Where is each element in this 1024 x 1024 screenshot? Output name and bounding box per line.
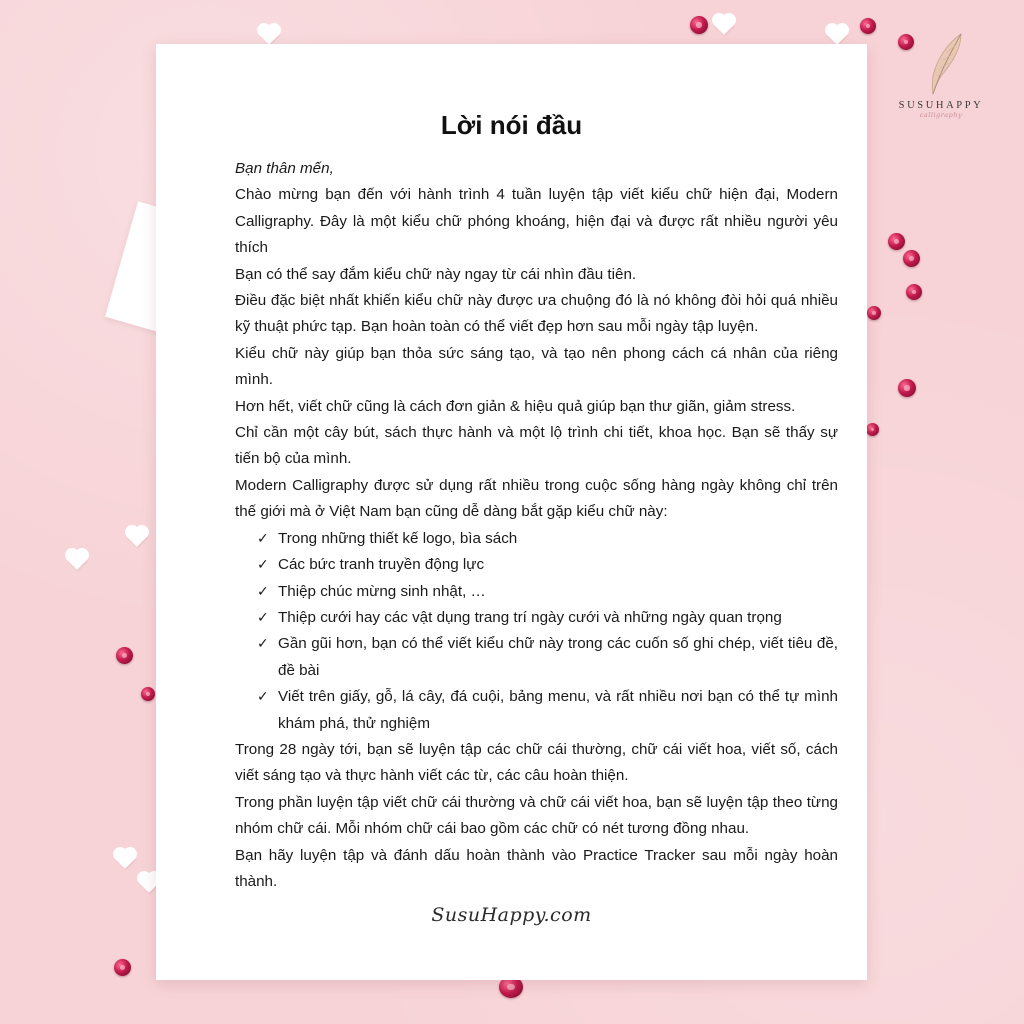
list-item	[257, 631, 838, 684]
website-signature: SusuHappy.com	[431, 904, 592, 926]
sequin-icon	[866, 423, 879, 436]
paragraph: Bạn có thể say đắm kiểu chữ này ngay từ cái nhìn đầu tiên.	[235, 265, 637, 283]
checkmark-icon: ✓	[257, 636, 269, 653]
heart-confetti-icon	[115, 849, 135, 869]
document-page	[156, 44, 867, 980]
list-item	[257, 579, 838, 605]
heart-confetti-icon	[127, 527, 147, 547]
sequin-icon	[860, 18, 876, 34]
checkmark-icon: ✓	[257, 689, 269, 706]
paragraph: Điều đặc biệt nhất khiến kiểu chữ này được ưa chuộng đó là nó không đòi hỏi quá nhiều kỹ thuật phức tạp. Bạn hoàn toàn có thể viết đẹp hơn sau mỗi ngày tập luyện.	[235, 292, 838, 336]
list-item	[257, 684, 838, 737]
brand-logo	[886, 32, 996, 132]
document-body	[235, 156, 838, 895]
list-item-text: Trong những thiết kế logo, bìa sách	[278, 529, 518, 547]
paragraph: Chỉ cần một cây bút, sách thực hành và một lộ trình chi tiết, khoa học. Bạn sẽ thấy sự tiến bộ của mình.	[235, 424, 838, 468]
sequin-icon	[898, 379, 916, 397]
list-item-text: Thiệp cưới hay các vật dụng trang trí ngày cưới và những ngày quan trọng	[278, 608, 782, 626]
paragraph: Chào mừng bạn đến với hành trình 4 tuần luyện tập viết kiểu chữ hiện đại, Modern Calligraphy. Đây là một kiểu chữ phóng khoáng, hiện đại và được rất nhiều người yêu thích	[235, 186, 838, 257]
paragraph: Modern Calligraphy được sử dụng rất nhiều trong cuộc sống hàng ngày không chỉ trên thế giới mà ở Việt Nam bạn cũng dễ dàng bắt gặp kiểu chữ này:	[235, 476, 838, 521]
quill-feather-icon	[911, 32, 971, 98]
sequin-icon	[867, 306, 881, 320]
paragraph: Trong 28 ngày tới, bạn sẽ luyện tập các chữ cái thường, chữ cái viết hoa, viết số, cách viết sáng tạo và thực hành viết các từ, các câu hoàn thiện.	[235, 740, 838, 785]
paragraph: Kiểu chữ này giúp bạn thỏa sức sáng tạo, và tạo nên phong cách cá nhân của riêng mình.	[235, 344, 838, 389]
sequin-icon	[141, 687, 155, 701]
list-item	[257, 526, 838, 552]
heart-confetti-icon	[827, 25, 847, 45]
sequin-icon	[690, 16, 708, 34]
list-item	[257, 605, 838, 631]
heart-confetti-icon	[259, 25, 279, 45]
page-title: Lời nói đầu	[440, 110, 583, 140]
heart-confetti-icon	[67, 550, 87, 570]
paragraph: Trong phần luyện tập viết chữ cái thường và chữ cái viết hoa, bạn sẽ luyện tập theo từng nhóm chữ cái. Mỗi nhóm chữ cái bao gồm các chữ có nét tương đồng nhau.	[235, 793, 838, 838]
logo-subtitle: calligraphy	[919, 111, 963, 119]
sequin-icon	[888, 233, 905, 250]
sequin-icon	[114, 959, 131, 976]
paragraph: Bạn hãy luyện tập và đánh dấu hoàn thành vào Practice Tracker sau mỗi ngày hoàn thành.	[235, 846, 838, 890]
checkmark-icon: ✓	[257, 530, 269, 547]
list-item-text: Gần gũi hơn, bạn có thể viết kiểu chữ này trong các cuốn số ghi chép, viết tiêu đề, đề bài	[278, 635, 838, 679]
list-item	[257, 552, 838, 578]
sequin-icon	[116, 647, 133, 664]
list-item-text: Các bức tranh truyền động lực	[278, 556, 485, 574]
sequin-icon	[903, 250, 920, 267]
checkmark-icon: ✓	[257, 583, 269, 600]
greeting: Bạn thân mến,	[235, 160, 334, 177]
paragraph: Hơn hết, viết chữ cũng là cách đơn giản & hiệu quả giúp bạn thư giãn, giảm stress.	[235, 397, 796, 415]
sequin-icon	[906, 284, 922, 300]
usage-checklist	[235, 526, 838, 737]
list-item-text: Thiệp chúc mừng sinh nhật, …	[278, 582, 486, 600]
list-item-text: Viết trên giấy, gỗ, lá cây, đá cuội, bảng menu, và rất nhiều nơi bạn có thể tự mình khám phá, thử nghiệm	[278, 688, 838, 732]
checkmark-icon: ✓	[257, 609, 269, 626]
heart-confetti-icon	[714, 15, 734, 35]
checkmark-icon: ✓	[257, 557, 269, 574]
logo-name: SUSUHAPPY	[898, 100, 984, 111]
